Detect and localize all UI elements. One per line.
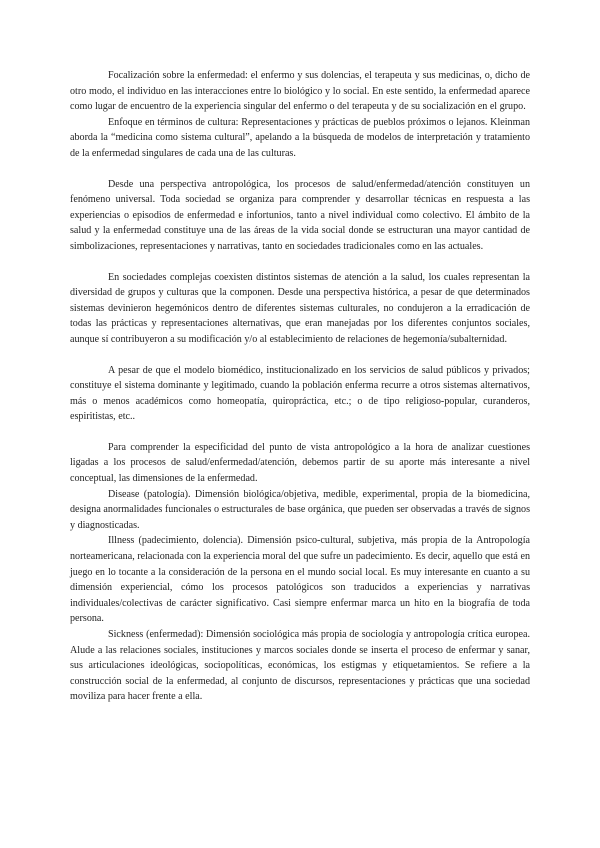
paragraph-modelo-biomedico: A pesar de que el modelo biomédico, institucionalizado en los servicios de salud públicos y privados; constituye el sistema dominante y legitimado, cuando la población enferma recurre a otros sistemas alternativos, más o menos académicos como homeopatía, quiropráctica, etc.; o de tipo religioso-popular, curanderos, espiritistas, etc.. bbox=[70, 364, 530, 423]
paragraph-sociedades-complejas: En sociedades complejas coexisten distintos sistemas de atención a la salud, los cuales representan la diversidad de grupos y culturas que la componen. Desde una perspectiva histórica, a pesar de que determinados sistemas devinieron hegemónicos dentro de diferentes sistemas culturales, no condujeron a la erradicación de todas las prácticas y representaciones alternativas, que eran manejadas por los diferentes conjuntos sociales, aunque sí contribuyeron a su modificación y/o al establecimiento de relaciones de hegemonía/subalternidad. bbox=[70, 271, 530, 345]
paragraph-sickness: Sickness (enfermedad): Dimensión sociológica más propia de sociología y antropología crítica europea. Alude a las relaciones sociales, instituciones y marcos sociales donde se inserta el proceso de enfermar y sanar, sus articulaciones ideológicas, sociopolíticas, económicas, los estigmas y etiquetamientos. Se refiere a la construcción social de la enfermedad, al conjunto de discursos, representaciones y prácticas que una sociedad moviliza para hacer frente a ella. bbox=[70, 629, 530, 703]
document-body bbox=[70, 68, 530, 705]
paragraph-focalizacion: Focalización sobre la enfermedad: el enfermo y sus dolencias, el terapeuta y sus medicinas, o, dicho de otro modo, el individuo en las interacciones entre lo biológico y lo social. En este sentido, la enfermedad aparece como lugar de encuentro de la experiencia singular del enfermo o del terapeuta y de su socialización en el grupo. bbox=[70, 70, 530, 113]
paragraph-perspectiva-antropologica: Desde una perspectiva antropológica, los procesos de salud/enfermedad/atención constituyen un fenómeno universal. Toda sociedad se organiza para comprender y desarrollar técnicas en respuesta a las experiencias o episodios de enfermedad e infortunios, tanto a nivel individual como colectivo. El ámbito de la salud y la enfermedad constituye una de las áreas de la vida social donde se estructuran una mayor cantidad de simbolizaciones, representaciones y narrativas, tanto en sociedades tradicionales como en las actuales. bbox=[70, 178, 530, 252]
paragraph-gap bbox=[70, 348, 530, 363]
paragraph-enfoque-cultura: Enfoque en términos de cultura: Representaciones y prácticas de pueblos próximos o lejanos. Kleinman aborda la “medicina como sistema cultural”, apelando a la búsqueda de modelos de interpretación y tratamiento de la enfermedad singulares de cada una de las culturas. bbox=[70, 116, 530, 159]
paragraph-gap bbox=[70, 425, 530, 440]
paragraph-gap bbox=[70, 162, 530, 177]
paragraph-gap bbox=[70, 255, 530, 270]
paragraph-illness: Illness (padecimiento, dolencia). Dimensión psico-cultural, subjetiva, más propia de la Antropología norteamericana, relacionada con la experiencia moral del que sufre un padecimiento. Es decir, aquello que está en juego en lo tocante a la consideración de la persona en el mundo social local. Es muy interesante en cuanto a su dimensión experiencial, cómo los procesos patológicos son traducidos a experiencias y narrativas individuales/colectivas de carácter significativo. Casi siempre enfermar marca un hito en la biografía de toda persona. bbox=[70, 535, 530, 625]
paragraph-disease: Disease (patología). Dimensión biológica/objetiva, medible, experimental, propia de la biomedicina, designa anormalidades funcionales o estructurales de base orgánica, que pueden ser observadas a través de signos y diagnosticadas. bbox=[70, 488, 530, 531]
paragraph-especificidad: Para comprender la especificidad del punto de vista antropológico a la hora de analizar cuestiones ligadas a los procesos de salud/enfermedad/atención, debemos partir de su aporte más interesante a nivel conceptual, las dimensiones de la enfermedad. bbox=[70, 441, 530, 485]
